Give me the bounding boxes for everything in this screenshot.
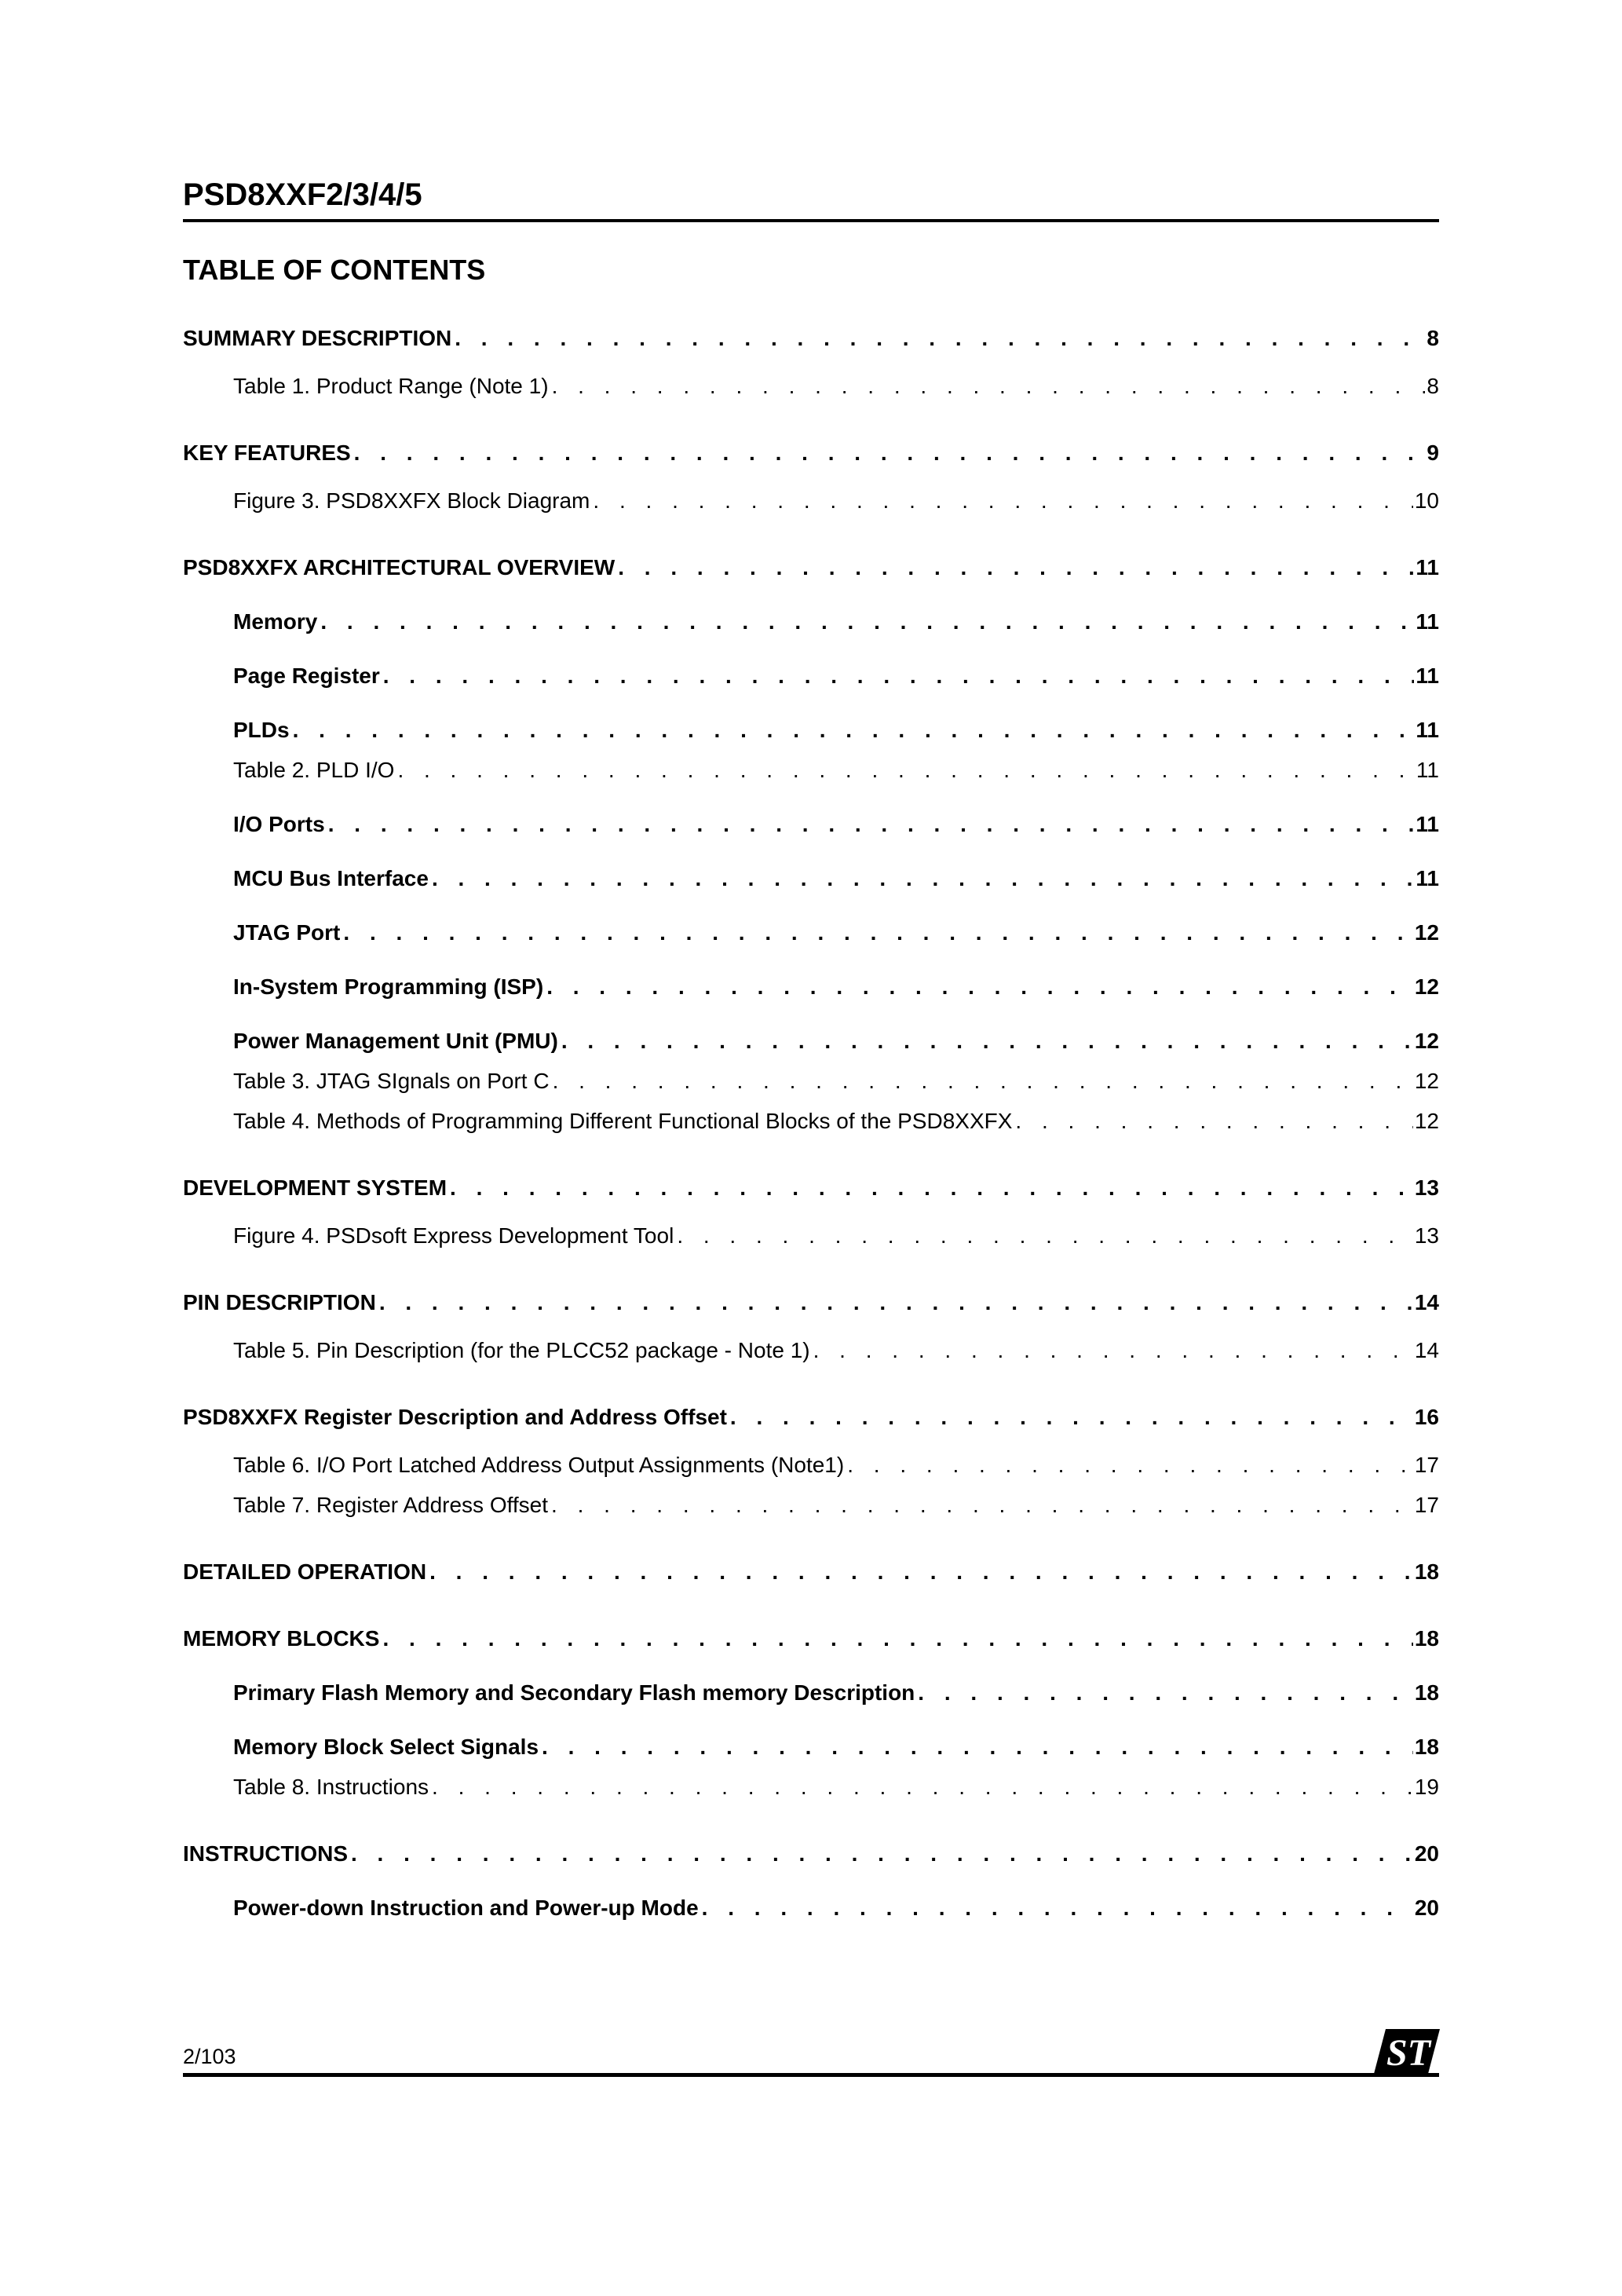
toc-entry-label: Table 8. Instructions <box>233 1775 429 1799</box>
toc-entry-dot-leader <box>397 756 1414 784</box>
toc-entry[interactable] <box>183 662 1439 689</box>
toc-entry-page: 11 <box>1416 664 1439 688</box>
toc-entry[interactable] <box>183 716 1439 744</box>
toc-entry-label: DETAILED OPERATION <box>183 1559 427 1584</box>
toc-entry-page: 11 <box>1416 866 1439 890</box>
toc-entry[interactable] <box>183 973 1439 1000</box>
toc-entry-label: Figure 4. PSDsoft Express Development Tool <box>233 1223 674 1248</box>
toc-entry[interactable] <box>183 487 1439 514</box>
toc-entry-dot-leader <box>379 1289 1413 1316</box>
toc-entry-dot-leader <box>1015 1107 1412 1135</box>
toc-entry-label: DEVELOPMENT SYSTEM <box>183 1175 448 1200</box>
toc-entry-label: Table 6. I/O Port Latched Address Output Assignments (Note1) <box>233 1453 845 1477</box>
toc-entry-page: 8 <box>1427 374 1439 398</box>
toc-entry-dot-leader <box>432 1773 1413 1801</box>
toc-entry-dot-leader <box>551 1491 1413 1519</box>
toc-entry-dot-leader <box>593 487 1412 514</box>
toc-entry-dot-leader <box>432 865 1414 892</box>
toc-entry-dot-leader <box>320 608 1414 635</box>
toc-entry-dot-leader <box>553 1067 1413 1095</box>
toc-entry-page: 12 <box>1414 920 1439 945</box>
header-rule <box>183 219 1439 222</box>
toc-entry-dot-leader <box>561 1027 1413 1055</box>
toc-entry-label: Table 5. Pin Description (for the PLCC52 package - Note 1) <box>233 1338 810 1362</box>
toc-entry-page: 19 <box>1414 1775 1439 1799</box>
toc-entry-page: 13 <box>1414 1175 1439 1200</box>
toc-entry[interactable] <box>183 1222 1439 1249</box>
toc-entry[interactable] <box>183 554 1439 581</box>
toc-entry-label: Table 4. Methods of Programming Different Functional Blocks of the PSD8XXFX <box>233 1109 1013 1133</box>
toc-entry-page: 20 <box>1414 1841 1439 1866</box>
toc-entry-page: 14 <box>1414 1290 1439 1314</box>
toc-entry[interactable] <box>183 1894 1439 1921</box>
toc-entry-page: 12 <box>1414 974 1439 999</box>
toc-entry-dot-leader <box>293 716 1415 744</box>
toc-entry-dot-leader <box>343 919 1412 946</box>
toc-entry-label: MEMORY BLOCKS <box>183 1626 380 1651</box>
toc-entry-dot-leader <box>677 1222 1413 1249</box>
toc-entry-label: KEY FEATURES <box>183 441 351 465</box>
toc-entry-page: 16 <box>1414 1405 1439 1429</box>
toc-entry[interactable] <box>183 810 1439 838</box>
toc-entry[interactable] <box>183 1027 1439 1055</box>
toc-entry-page: 12 <box>1414 1029 1439 1053</box>
toc-entry-dot-leader <box>702 1894 1413 1921</box>
toc-entry-page: 17 <box>1414 1493 1439 1517</box>
toc-entry-label: I/O Ports <box>233 812 325 836</box>
toc-entry[interactable] <box>183 1491 1439 1519</box>
toc-entry-page: 12 <box>1414 1069 1439 1093</box>
toc-entry[interactable] <box>183 1107 1439 1135</box>
toc-list <box>183 324 1439 1921</box>
toc-entry-page: 14 <box>1414 1338 1439 1362</box>
toc-entry-label: Table 3. JTAG SIgnals on Port C <box>233 1069 550 1093</box>
toc-entry-page: 13 <box>1414 1223 1439 1248</box>
toc-entry[interactable] <box>183 439 1439 466</box>
toc-entry-label: PLDs <box>233 718 290 742</box>
toc-entry-page: 11 <box>1416 812 1439 836</box>
toc-entry-page: 18 <box>1414 1626 1439 1651</box>
toc-entry-page: 18 <box>1414 1559 1439 1584</box>
toc-entry-dot-leader <box>354 439 1426 466</box>
toc-entry-label: Power Management Unit (PMU) <box>233 1029 558 1053</box>
toc-entry-label: Figure 3. PSD8XXFX Block Diagram <box>233 488 590 513</box>
toc-entry-label: PIN DESCRIPTION <box>183 1290 376 1314</box>
toc-entry-label: Primary Flash Memory and Secondary Flash memory Description <box>233 1680 915 1705</box>
page-number-indicator: 2/103 <box>183 2045 236 2068</box>
toc-entry-page: 18 <box>1414 1680 1439 1705</box>
toc-entry[interactable] <box>183 324 1439 352</box>
toc-entry[interactable] <box>183 1289 1439 1316</box>
toc-entry-dot-leader <box>351 1840 1413 1867</box>
toc-entry[interactable] <box>183 919 1439 946</box>
toc-entry-dot-leader <box>328 810 1415 838</box>
toc-entry-page: 11 <box>1416 609 1439 634</box>
toc-entry-label: Memory Block Select Signals <box>233 1735 539 1759</box>
toc-entry-label: SUMMARY DESCRIPTION <box>183 326 452 350</box>
toc-entry-label: Table 1. Product Range (Note 1) <box>233 374 549 398</box>
toc-entry-label: Table 7. Register Address Offset <box>233 1493 549 1517</box>
toc-entry-label: In-System Programming (ISP) <box>233 974 544 999</box>
toc-entry-dot-leader <box>847 1451 1413 1479</box>
toc-entry-label: INSTRUCTIONS <box>183 1841 348 1866</box>
st-logo <box>1374 2029 1440 2074</box>
document-title: PSD8XXF2/3/4/5 <box>183 177 422 212</box>
toc-entry-label: PSD8XXFX Register Description and Address Offset <box>183 1405 727 1429</box>
toc-entry[interactable] <box>183 1336 1439 1364</box>
toc-entry[interactable] <box>183 1679 1439 1706</box>
toc-entry-page: 11 <box>1416 758 1439 782</box>
toc-entry[interactable] <box>183 1733 1439 1760</box>
toc-entry-dot-leader <box>450 1174 1413 1201</box>
toc-entry-dot-leader <box>542 1733 1413 1760</box>
toc-heading: TABLE OF CONTENTS <box>183 254 486 286</box>
toc-entry-page: 11 <box>1416 718 1439 742</box>
toc-entry-label: Power-down Instruction and Power-up Mode <box>233 1896 699 1920</box>
toc-entry[interactable] <box>183 1773 1439 1801</box>
toc-entry-label: MCU Bus Interface <box>233 866 429 890</box>
toc-entry-page: 11 <box>1416 555 1439 579</box>
toc-entry-dot-leader <box>455 324 1425 352</box>
toc-entry[interactable] <box>183 756 1439 784</box>
toc-entry-dot-leader <box>618 554 1414 581</box>
toc-entry-page: 10 <box>1414 488 1439 513</box>
toc-entry-dot-leader <box>813 1336 1413 1364</box>
toc-entry[interactable] <box>183 1067 1439 1095</box>
toc-entry[interactable] <box>183 1558 1439 1585</box>
toc-entry-page: 20 <box>1414 1896 1439 1920</box>
toc-entry-dot-leader <box>552 372 1426 400</box>
toc-entry-label: Memory <box>233 609 318 634</box>
toc-entry-dot-leader <box>918 1679 1413 1706</box>
toc-entry-dot-leader <box>382 1625 1412 1652</box>
st-logo-letters: ST <box>1386 2032 1431 2074</box>
toc-entry-label: Table 2. PLD I/O <box>233 758 395 782</box>
toc-entry[interactable] <box>183 1840 1439 1867</box>
toc-entry-dot-leader <box>383 662 1415 689</box>
toc-entry[interactable] <box>183 1625 1439 1652</box>
toc-entry-label: PSD8XXFX ARCHITECTURAL OVERVIEW <box>183 555 616 579</box>
toc-entry-page: 8 <box>1427 326 1439 350</box>
toc-entry-dot-leader <box>730 1403 1413 1431</box>
toc-entry-dot-leader <box>429 1558 1413 1585</box>
toc-entry-page: 18 <box>1414 1735 1439 1759</box>
toc-entry[interactable] <box>183 1174 1439 1201</box>
toc-entry[interactable] <box>183 1403 1439 1431</box>
toc-entry-label: JTAG Port <box>233 920 341 945</box>
toc-entry-dot-leader <box>546 973 1413 1000</box>
toc-entry-page: 9 <box>1427 441 1439 465</box>
toc-entry[interactable] <box>183 372 1439 400</box>
footer-rule <box>183 2073 1439 2077</box>
toc-entry-label: Page Register <box>233 664 380 688</box>
toc-entry[interactable] <box>183 865 1439 892</box>
toc-entry-page: 17 <box>1414 1453 1439 1477</box>
toc-entry[interactable] <box>183 608 1439 635</box>
toc-entry-page: 12 <box>1414 1109 1439 1133</box>
toc-entry[interactable] <box>183 1451 1439 1479</box>
